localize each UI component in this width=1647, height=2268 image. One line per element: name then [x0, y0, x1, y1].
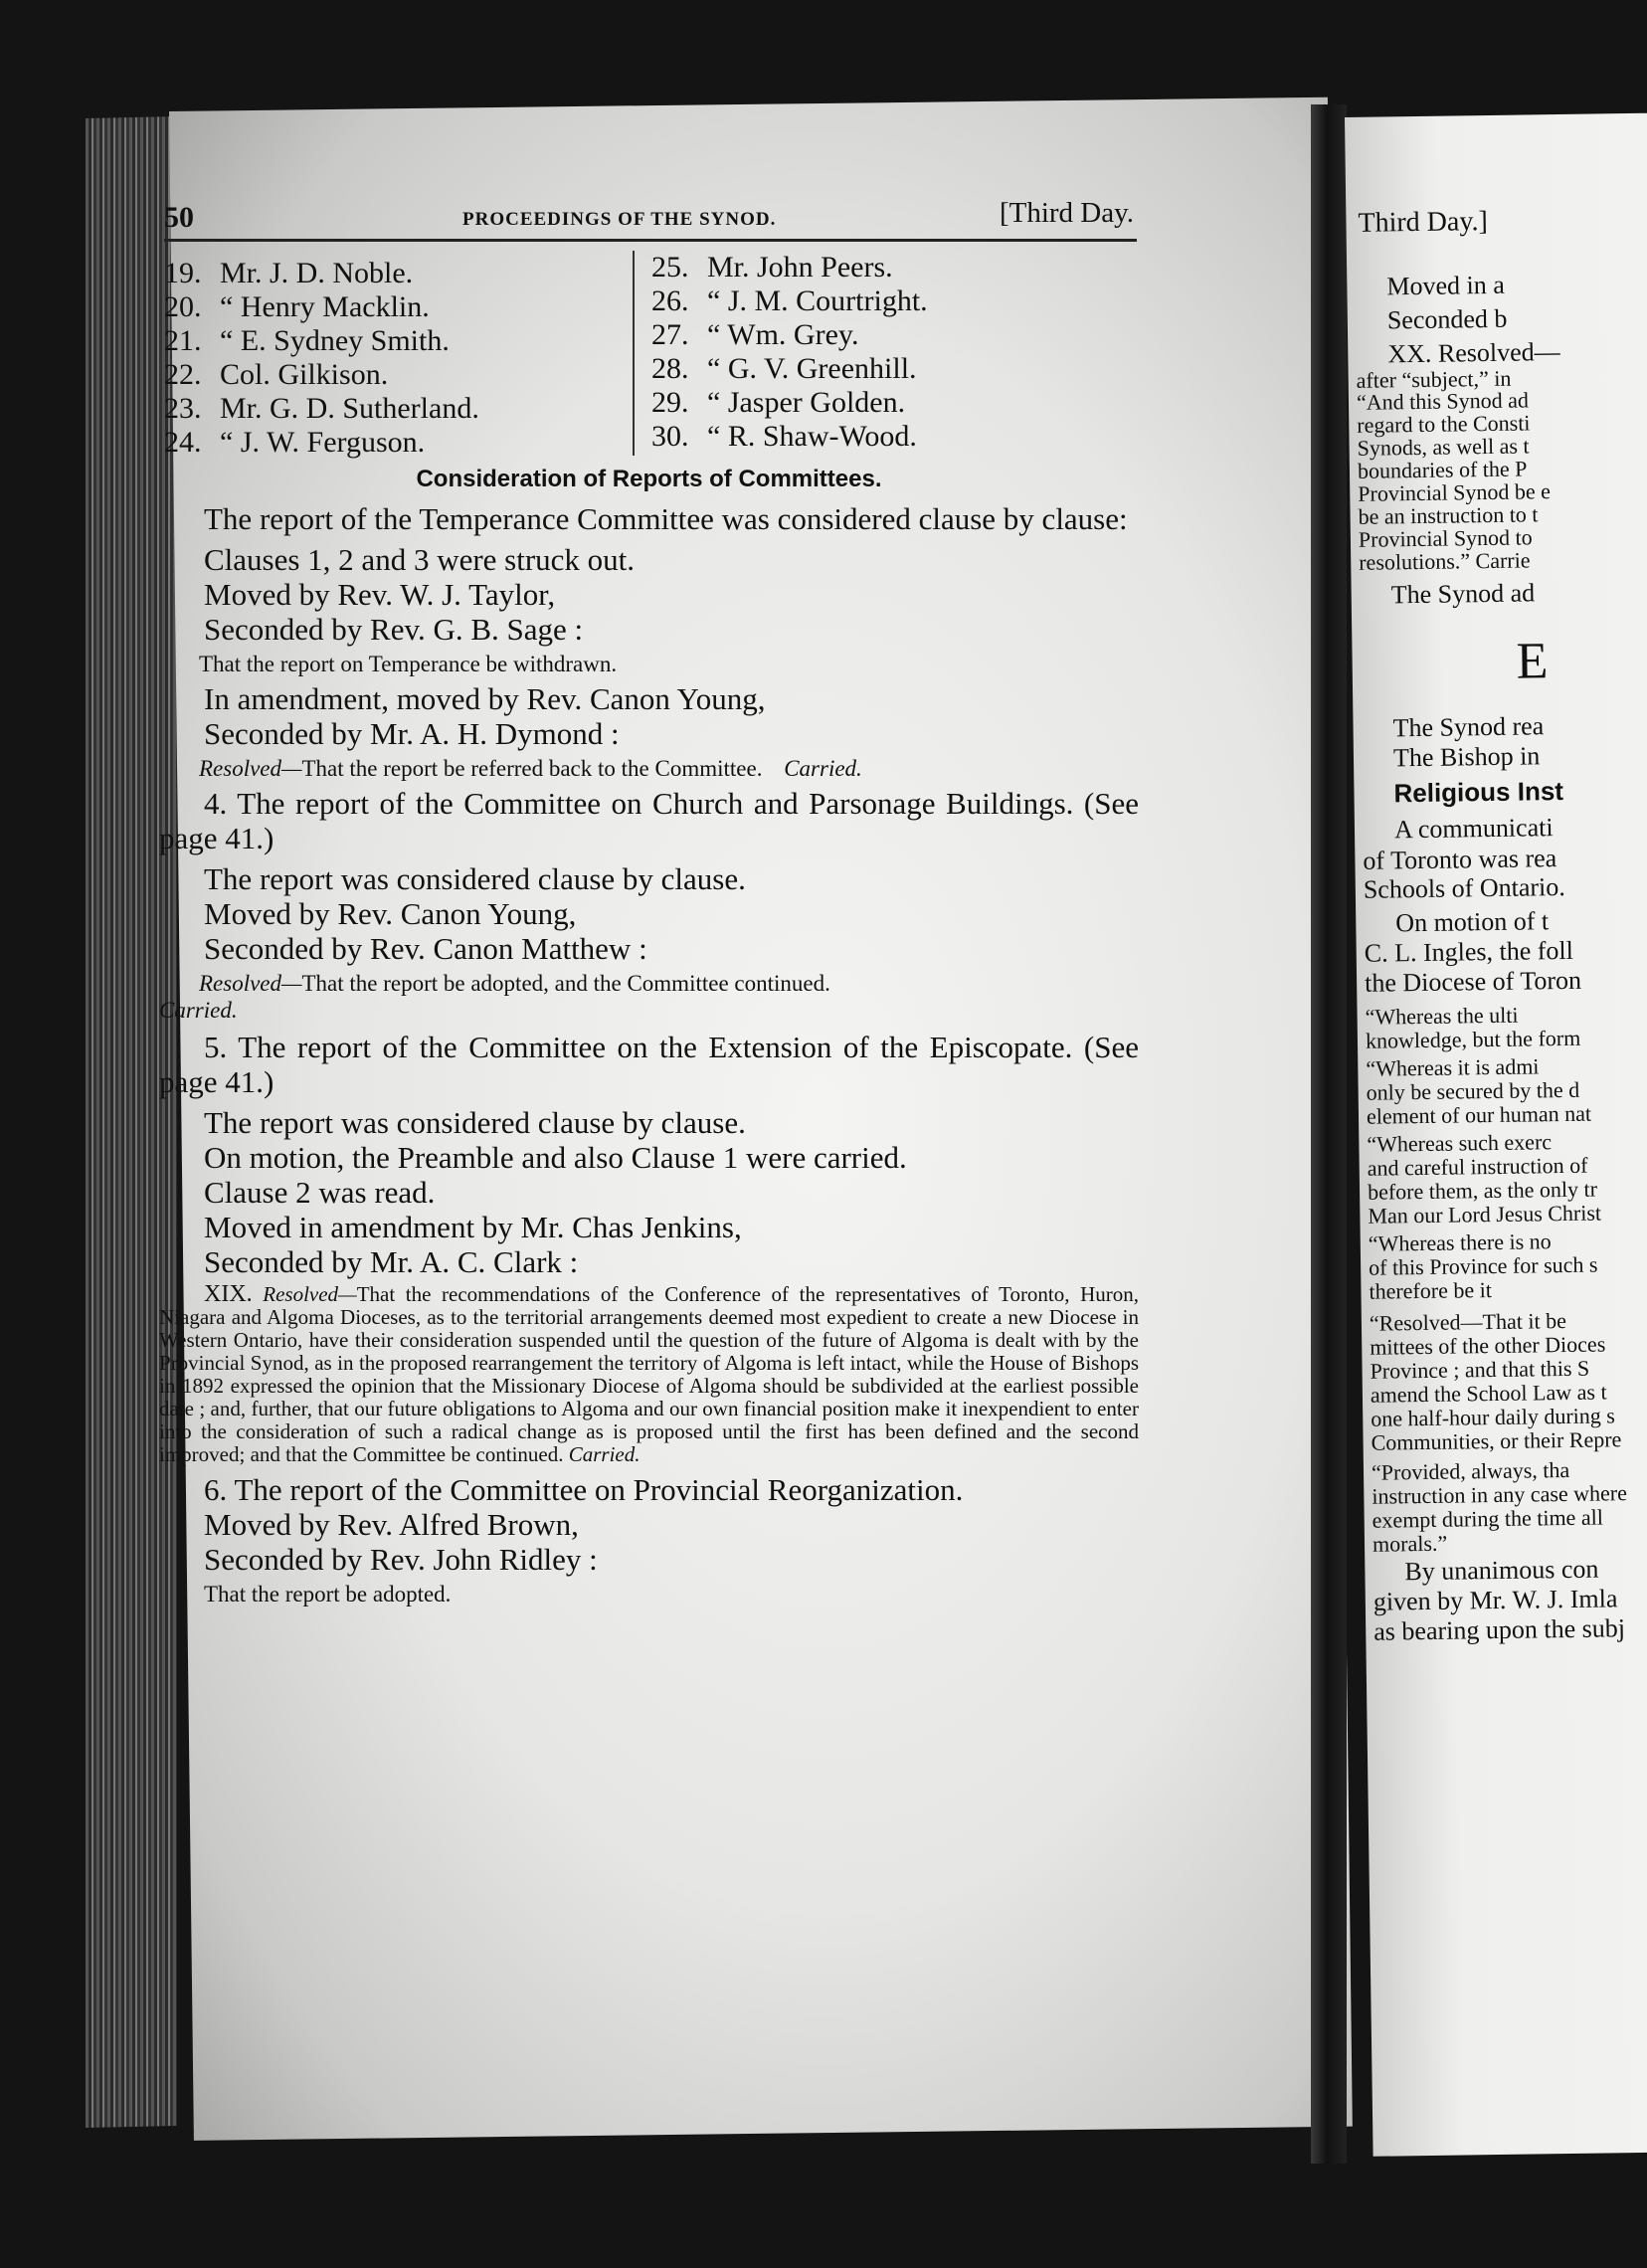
item4-title: 4. The report of the Committee on Church and Parsonage Buildings. (See page 41.)	[159, 786, 1139, 855]
facing-page-line: element of our human nat	[1366, 1100, 1592, 1129]
facing-page-line: Synods, as well as t	[1357, 433, 1530, 461]
resolved-label: Resolved—	[199, 971, 302, 996]
delegate-entry	[164, 358, 479, 392]
facing-page-line: as bearing upon the subj	[1373, 1613, 1626, 1646]
temperance-moved: Moved by Rev. W. J. Taylor,	[204, 577, 556, 612]
delegates-list-left	[164, 257, 479, 460]
facing-page-line: The Synod rea	[1392, 711, 1545, 743]
delegate-name: Col. Gilkison.	[220, 358, 389, 391]
item5-amend-moved: Moved in amendment by Mr. Chas Jenkins,	[204, 1210, 742, 1244]
delegate-number: 30.	[651, 420, 689, 453]
facing-page-line: after “subject,” in	[1356, 365, 1512, 393]
facing-page-line: “Whereas the ulti	[1365, 1002, 1519, 1030]
facing-page-line: “Whereas such exerc	[1367, 1129, 1553, 1157]
item4-moved: Moved by Rev. Canon Young,	[204, 896, 577, 931]
item4-considered: The report was considered clause by clause.	[204, 861, 746, 896]
delegate-name: “ Jasper Golden.	[707, 386, 906, 419]
facing-page-line: regard to the Consti	[1357, 410, 1531, 438]
facing-page-line: before them, as the only tr	[1367, 1176, 1598, 1205]
facing-page-line: “Whereas it is admi	[1366, 1053, 1540, 1081]
facing-page-line: therefore be it	[1369, 1277, 1493, 1304]
delegate-entry	[164, 290, 479, 324]
temperance-resolution	[159, 755, 1139, 782]
delegate-name: “ Wm. Grey.	[707, 318, 859, 351]
item6-title: 6. The report of the Committee on Provincial Reorganization.	[204, 1472, 964, 1507]
facing-page-line: only be secured by the d	[1366, 1076, 1580, 1105]
facing-page-line: “And this Synod ad	[1356, 387, 1530, 415]
facing-page-line: E	[1516, 633, 1549, 690]
item4-resolution	[159, 970, 1139, 997]
delegate-number: 28.	[651, 352, 689, 385]
delegate-number: 22.	[164, 358, 202, 391]
facing-page-line: and careful instruction of	[1367, 1152, 1588, 1181]
temperance-motion: That the report on Temperance be withdrawn.	[199, 652, 618, 676]
facing-page-line: Religious Inst	[1393, 775, 1564, 809]
delegate-name: “ G. V. Greenhill.	[707, 352, 917, 385]
facing-page-line: amend the School Law as t	[1370, 1379, 1607, 1408]
delegate-number: 29.	[651, 386, 689, 419]
delegate-number: 25.	[651, 251, 689, 284]
facing-page-line: Province ; and that this S	[1370, 1355, 1590, 1384]
delegate-entry	[651, 318, 928, 352]
facing-page-line: resolutions.” Carrie	[1359, 547, 1531, 575]
body-text	[159, 466, 1139, 1607]
facing-page-line: By unanimous con	[1404, 1554, 1599, 1587]
facing-page-line: “Whereas there is no	[1368, 1228, 1552, 1256]
resolved-label: Resolved—	[263, 1282, 357, 1306]
item5-considered: The report was considered clause by clause.	[204, 1105, 746, 1140]
delegate-number: 23.	[164, 392, 202, 425]
resolution-number: XIX.	[204, 1281, 253, 1307]
resolution-text: That the report be referred back to the Committee.	[301, 756, 763, 781]
delegate-name: “ J. W. Ferguson.	[220, 426, 426, 459]
book-gutter	[1311, 104, 1347, 2164]
delegate-number: 21.	[164, 324, 202, 357]
day-label: [Third Day.	[999, 197, 1134, 229]
facing-page-line: Schools of Ontario.	[1363, 871, 1565, 904]
facing-page-line: Provincial Synod to	[1358, 524, 1533, 552]
facing-page-line: mittees of the other Dioces	[1370, 1331, 1606, 1360]
facing-page-line: morals.”	[1372, 1530, 1448, 1557]
facing-page-line: boundaries of the P	[1357, 456, 1528, 483]
delegate-name: “ E. Sydney Smith.	[220, 324, 450, 357]
facing-page-line: of Toronto was rea	[1363, 844, 1557, 875]
item6-seconded: Seconded by Rev. John Ridley :	[204, 1542, 598, 1577]
resolution-text: That the recommendations of the Conference of the representatives of Toronto, Huron, Niagara and Algoma Dioceses, as to the territorial arrangements deemed most expedient to create a new Diocese in Western Ontario, have their consideration suspended until the question of the future of Algoma is dealt with by the Provincial Synod, as in the proposed rearrangement the territory of Algoma is left intact, while the House of Bishops in 1892 expressed the opinion that the Missionary Diocese of Algoma should be subdivided at the earliest possible date ; and, further, that our future obligations to Algoma and our own financial position make it inexpendient to enter into the consideration of such a radical change as is proposed until the first has been defined and the second improved; and that the Committee be continued.	[159, 1282, 1140, 1466]
delegate-number: 19.	[164, 257, 202, 289]
running-title: PROCEEDINGS OF THE SYNOD.	[462, 209, 777, 230]
facing-page-line: be an instruction to t	[1358, 501, 1539, 529]
facing-page-line: exempt during the time all	[1372, 1504, 1604, 1533]
facing-page-line: Moved in a	[1386, 270, 1505, 301]
facing-page-line: knowledge, but the form	[1365, 1025, 1581, 1053]
delegate-number: 24.	[164, 426, 202, 459]
delegate-number: 20.	[164, 290, 202, 323]
delegate-name: “ Henry Macklin.	[220, 290, 430, 323]
delegate-entry	[164, 257, 479, 290]
page-number: 50	[164, 201, 194, 234]
delegate-entry	[164, 324, 479, 358]
delegate-number: 26.	[651, 284, 689, 317]
item6-motion: That the report be adopted.	[204, 1582, 452, 1606]
delegate-number: 27.	[651, 318, 689, 351]
item4-carried: Carried.	[159, 998, 238, 1023]
temperance-intro: The report of the Temperance Committee was considered clause by clause:	[204, 501, 1128, 536]
delegate-entry	[651, 386, 928, 420]
facing-page-line: C. L. Ingles, the foll	[1364, 935, 1574, 968]
carried-label: Carried.	[784, 756, 862, 781]
item5-preamble: On motion, the Preamble and also Clause 1 were carried.	[204, 1140, 907, 1175]
facing-page-line: Seconded b	[1386, 303, 1508, 335]
delegate-entry	[164, 426, 479, 460]
delegate-entry	[651, 352, 928, 386]
temperance-seconded: Seconded by Rev. G. B. Sage :	[204, 612, 584, 647]
delegate-name: Mr. J. D. Noble.	[220, 257, 414, 289]
resolution-text: That the report be adopted, and the Committee continued.	[301, 971, 830, 996]
carried-label: Carried.	[568, 1442, 640, 1466]
facing-page-line: The Bishop in	[1392, 741, 1541, 773]
item5-clause2: Clause 2 was read.	[204, 1175, 436, 1210]
delegate-entry	[651, 284, 928, 318]
temperance-amend-moved: In amendment, moved by Rev. Canon Young,	[204, 681, 766, 716]
item5-amend-seconded: Seconded by Mr. A. C. Clark :	[204, 1244, 579, 1279]
facing-page-header: Third Day.]	[1358, 206, 1489, 239]
facing-page-line: one half-hour daily during s	[1371, 1403, 1616, 1431]
facing-page-line: The Synod ad	[1390, 578, 1536, 610]
delegates-list-right	[651, 251, 928, 454]
facing-page-line: instruction in any case where	[1372, 1480, 1628, 1509]
header-rule	[164, 239, 1137, 242]
facing-page-line: Provincial Synod be e	[1358, 478, 1552, 506]
facing-page-line: On motion of t	[1395, 906, 1550, 938]
delegate-name: Mr. John Peers.	[707, 251, 893, 284]
delegate-entry	[651, 251, 928, 284]
facing-page-line: A communicati	[1393, 813, 1554, 845]
item5-resolution	[159, 1283, 1139, 1466]
facing-page-text	[1345, 113, 1647, 1646]
resolved-label: Resolved—	[199, 756, 302, 781]
section-heading: Consideration of Reports of Committees.	[416, 466, 882, 492]
item6-moved: Moved by Rev. Alfred Brown,	[204, 1507, 579, 1542]
facing-page-line: Communities, or their Repre	[1371, 1426, 1622, 1455]
delegate-entry	[164, 392, 479, 426]
temperance-struck: Clauses 1, 2 and 3 were struck out.	[204, 542, 636, 577]
facing-page-line: of this Province for such s	[1368, 1251, 1598, 1280]
facing-page-line: Man our Lord Jesus Christ	[1368, 1200, 1602, 1228]
delegate-name: Mr. G. D. Sutherland.	[220, 392, 479, 425]
item4-seconded: Seconded by Rev. Canon Matthew :	[204, 931, 647, 966]
column-divider	[633, 251, 635, 456]
delegate-name: “ R. Shaw-Wood.	[707, 420, 917, 453]
facing-page-line: the Diocese of Toron	[1364, 965, 1582, 998]
page-header	[164, 189, 1134, 239]
item5-title: 5. The report of the Committee on the Extension of the Episcopate. (See page 41.)	[159, 1030, 1139, 1099]
facing-page-line: XX. Resolved—	[1387, 336, 1560, 369]
facing-page	[1345, 113, 1647, 2157]
facing-page-line: given by Mr. W. J. Imla	[1372, 1584, 1618, 1616]
delegate-entry	[651, 420, 928, 454]
delegate-name: “ J. M. Courtright.	[707, 284, 928, 317]
temperance-amend-seconded: Seconded by Mr. A. H. Dymond :	[204, 716, 620, 751]
facing-page-line: “Resolved—That it be	[1369, 1308, 1567, 1336]
facing-page-line: “Provided, always, tha	[1371, 1456, 1570, 1485]
